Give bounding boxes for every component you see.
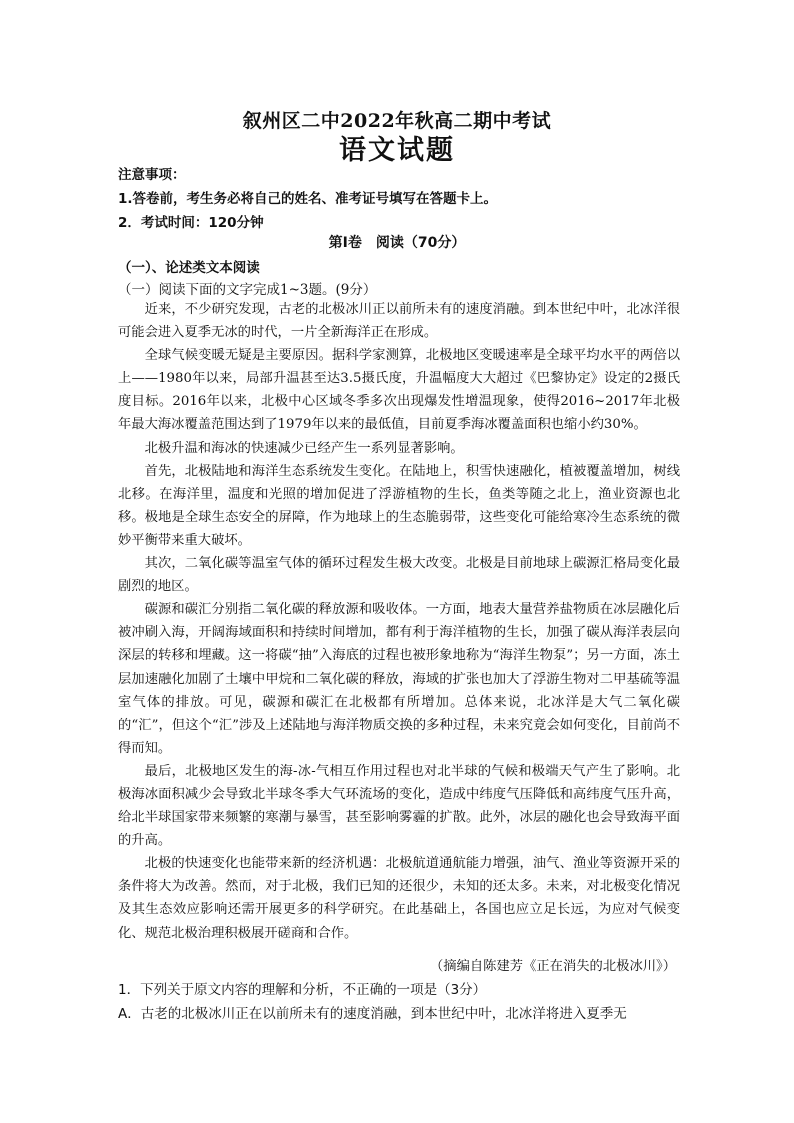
passage-paragraph: 最后，北极地区发生的海-冰-气相互作用过程也对北半球的气候和极端天气产生了影响。北极海冰面积减少会导致北半球冬季大气环流场的变化，造成中纬度气压降低和高纬度气压升高，给北半球国家带来频繁的寒潮与暴雪，甚至影响雾霾的扩散。此外，冰层的融化也会导致海平面的升高。 [118,763,680,849]
passage-paragraph: 近来，不少研究发现，古老的北极冰川正以前所未有的速度消融。到本世纪中叶，北冰洋很可能会进入夏季无冰的时代，一片全新海洋正在形成。 [118,302,680,341]
notes-item: 1.答卷前，考生务必将自己的姓名、准考证号填写在答题卡上。 [118,191,498,207]
school-exam-title: 叙州区二中2022年秋高二期中考试 [242,110,552,132]
subject-title: 语文试题 [339,135,455,166]
question-stem: 1．下列关于原文内容的理解和分析，不正确的一项是（3分） [118,982,487,998]
exam-notes [118,163,678,235]
reading-passage [118,298,680,945]
passage-paragraph: 首先，北极陆地和海洋生态系统发生变化。在陆地上，积雪快速融化，植被覆盖增加，树线北移。在海洋里，温度和光照的增加促进了浮游植物的生长，鱼类等随之北上，渔业资源也北移。极地是全球生态安全的屏障，作为地球上的生态脆弱带，这些变化可能给寒冷生态系统的微妙平衡带来重大破坏。 [118,463,680,548]
option-a: A．古老的北极冰川正在以前所未有的速度消融，到本世纪中叶，北冰洋将进入夏季无 [118,1006,627,1022]
passage-source: （摘编自陈建芳《正在消失的北极冰川》） [430,959,676,974]
reading-instruction: （一）阅读下面的文字完成1~3题。(9分） [118,282,377,298]
part-title: （一）、论述类文本阅读 [118,260,260,276]
passage-paragraph: 碳源和碳汇分别指二氧化碳的释放源和吸收体。一方面，地表大量营养盐物质在冰层融化后被冲刷入海，开阔海域面积和持续时间增加，都有利于海洋植物的生长，加强了碳从海洋表层向深层的转移和埋藏。这一将碳“抽”入海底的过程也被形象地称为“海洋生物泵”；另一方面，冻土层加速融化加剧了土壤中甲烷和二氧化碳的释放，海域的扩张也加大了浮游生物对二甲基硫等温室气体的排放。可见，碳源和碳汇在北极都有所增加。总体来说，北冰洋是大气二氧化碳的“汇”，但这个“汇”涉及上述陆地与海洋物质交换的多种过程，未来究竟会如何变化，目前尚不得而知。 [118,602,680,756]
passage-paragraph: 北极的快速变化也能带来新的经济机遇：北极航道通航能力增强，油气、渔业等资源开采的条件将大为改善。然而，对于北极，我们已知的还很少，未知的还太多。未来，对北极变化情况及其生态效应影响还需开展更多的科学研究。在此基础上，各国也应立足长远，为应对气候变化、规范北极治理积极展开磋商和合作。 [118,856,680,941]
question-1 [118,978,680,1026]
notes-item: 2．考试时间：120分钟 [118,215,264,231]
passage-paragraph: 全球气候变暖无疑是主要原因。据科学家测算，北极地区变暖速率是全球平均水平的两倍以上——1980年以来，局部升温甚至达3.5摄氏度，升温幅度大大超过《巴黎协定》设定的2摄氏度目标。2016年以来，北极中心区域冬季多次出现爆发性增温现象，使得2016~2017年北极年最大海冰覆盖范围达到了1979年以来的最低值，目前夏季海冰覆盖面积也缩小约30%。 [118,348,680,433]
section-title: 第I卷 阅读（70分） [328,235,466,251]
passage-paragraph: 北极升温和海冰的快速减少已经产生一系列显著影响。 [144,440,464,456]
passage-paragraph: 其次，二氧化碳等温室气体的循环过程发生极大改变。北极是目前地球上碳源汇格局变化最剧烈的地区。 [118,556,680,595]
notes-heading: 注意事项： [118,167,186,183]
